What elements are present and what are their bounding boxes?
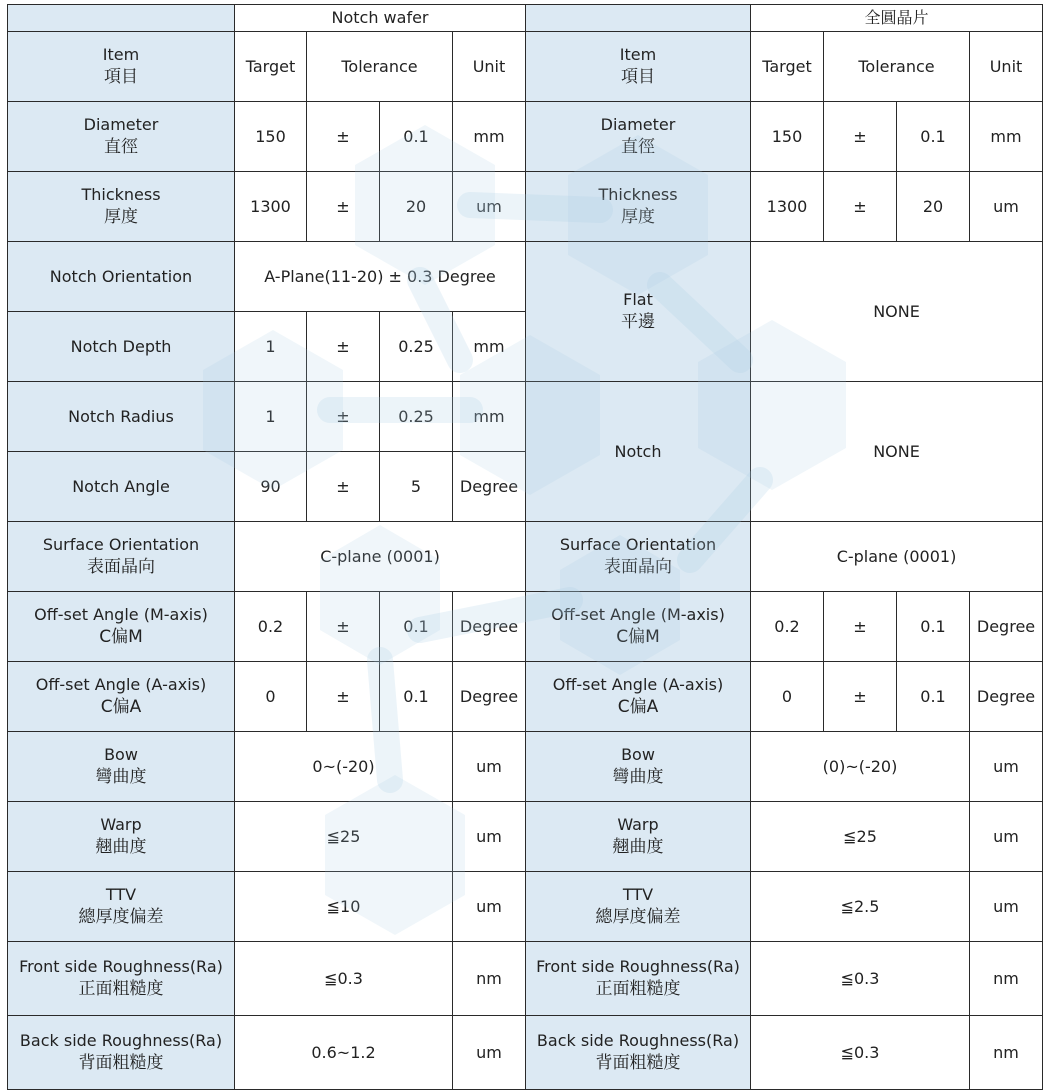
thickness-target-right: 1300: [751, 172, 824, 242]
plus-minus-sign: ±: [824, 172, 897, 242]
label-en: Bow: [104, 745, 138, 765]
back-roughness-label-right: [526, 1016, 751, 1090]
front-roughness-value-left: ≦0.3: [235, 942, 453, 1016]
label-en: Off-set Angle (A-axis): [35, 675, 207, 695]
label-zh: 表面晶向: [87, 556, 155, 577]
ttv-value-left: ≦10: [235, 872, 453, 942]
offset-a-target-left: 0: [235, 662, 307, 732]
label-zh: 翹曲度: [95, 836, 147, 857]
label-en: Off-set Angle (M-axis): [551, 605, 725, 625]
row-front-roughness: [8, 942, 1043, 1016]
label-zh: 表面晶向: [604, 556, 672, 577]
notch-label: [526, 382, 751, 522]
surface-orientation-value-left: C-plane (0001): [235, 522, 526, 592]
target-header-left: Target: [235, 32, 307, 102]
notch-angle-label: [8, 452, 235, 522]
notch-radius-unit: mm: [453, 382, 526, 452]
unit-header-left: Unit: [453, 32, 526, 102]
label-en: Diameter: [83, 115, 159, 135]
label-en: Back side Roughness(Ra): [19, 1031, 223, 1051]
offset-a-label-left: [8, 662, 235, 732]
diameter-label-right: [526, 102, 751, 172]
bow-value-right: (0)~(-20): [751, 732, 970, 802]
notch-radius-tolerance: 0.25: [380, 382, 453, 452]
label-zh: 背面粗糙度: [78, 1052, 164, 1073]
warp-label-left: [8, 802, 235, 872]
label-zh: 彎曲度: [612, 766, 664, 787]
label-zh: C偏A: [100, 696, 142, 717]
notch-angle-unit: Degree: [453, 452, 526, 522]
label-en: Off-set Angle (M-axis): [34, 605, 208, 625]
warp-value-left: ≦25: [235, 802, 453, 872]
thickness-label-left: [8, 172, 235, 242]
label-en: Warp: [617, 815, 659, 835]
row-offset-m: [8, 592, 1043, 662]
notch-orientation-value: A-Plane(11-20) ± 0.3 Degree: [235, 242, 526, 312]
ttv-label-left: [8, 872, 235, 942]
back-roughness-label-left: [8, 1016, 235, 1090]
row-warp: [8, 802, 1043, 872]
warp-unit-left: um: [453, 802, 526, 872]
label-zh: C偏M: [99, 626, 143, 647]
notch-radius-target: 1: [235, 382, 307, 452]
row-notch-orientation: [8, 242, 1043, 312]
label-zh: C偏A: [617, 696, 659, 717]
surface-orientation-value-right: C-plane (0001): [751, 522, 1043, 592]
offset-a-label-right: [526, 662, 751, 732]
ttv-label-right: [526, 872, 751, 942]
label-en: Thickness: [81, 185, 161, 205]
label-en: Diameter: [600, 115, 676, 135]
label-en: Notch Orientation: [49, 266, 193, 286]
offset-m-tolerance-left: 0.1: [380, 592, 453, 662]
notch-angle-tolerance: 5: [380, 452, 453, 522]
label-zh: 正面粗糙度: [78, 978, 164, 999]
group-header-row: [8, 5, 1043, 32]
row-notch-radius: [8, 382, 1043, 452]
bow-label-left: [8, 732, 235, 802]
item-header-zh: 項目: [621, 66, 655, 87]
back-roughness-value-left: 0.6~1.2: [235, 1016, 453, 1090]
offset-m-tolerance-right: 0.1: [897, 592, 970, 662]
plus-minus-sign: ±: [307, 312, 380, 382]
offset-a-tolerance-left: 0.1: [380, 662, 453, 732]
thickness-tolerance-left: 20: [380, 172, 453, 242]
item-header-en: Item: [102, 45, 140, 65]
label-en: Front side Roughness(Ra): [19, 957, 223, 977]
diameter-tolerance-left: 0.1: [380, 102, 453, 172]
item-header-right: [526, 32, 751, 102]
flat-value: NONE: [751, 242, 1043, 382]
label-zh: C偏M: [616, 626, 660, 647]
corner-cell-right: [526, 5, 751, 32]
thickness-tolerance-right: 20: [897, 172, 970, 242]
diameter-target-right: 150: [751, 102, 824, 172]
label-en: Surface Orientation: [559, 535, 717, 555]
offset-m-unit-left: Degree: [453, 592, 526, 662]
label-zh: 厚度: [621, 206, 655, 227]
ttv-unit-left: um: [453, 872, 526, 942]
plus-minus-sign: ±: [824, 662, 897, 732]
plus-minus-sign: ±: [307, 452, 380, 522]
offset-a-unit-left: Degree: [453, 662, 526, 732]
label-en: Notch Radius: [68, 406, 174, 426]
diameter-tolerance-right: 0.1: [897, 102, 970, 172]
flat-label: [526, 242, 751, 382]
notch-depth-target: 1: [235, 312, 307, 382]
row-thickness: [8, 172, 1043, 242]
surface-orientation-label-right: [526, 522, 751, 592]
row-offset-a: [8, 662, 1043, 732]
bow-unit-right: um: [970, 732, 1043, 802]
item-header-zh: 項目: [104, 66, 138, 87]
label-zh: 彎曲度: [95, 766, 147, 787]
warp-unit-right: um: [970, 802, 1043, 872]
offset-m-target-left: 0.2: [235, 592, 307, 662]
label-en: Thickness: [598, 185, 678, 205]
label-zh: 背面粗糙度: [595, 1052, 681, 1073]
label-en: Off-set Angle (A-axis): [552, 675, 724, 695]
offset-m-unit-right: Degree: [970, 592, 1043, 662]
back-roughness-unit-left: um: [453, 1016, 526, 1090]
bow-value-left: 0~(-20): [235, 732, 453, 802]
label-en: Notch: [614, 441, 662, 461]
label-en: Warp: [100, 815, 142, 835]
notch-depth-unit: mm: [453, 312, 526, 382]
plus-minus-sign: ±: [307, 662, 380, 732]
row-back-roughness: [8, 1016, 1043, 1090]
label-en: Flat: [623, 290, 653, 310]
back-roughness-unit-right: nm: [970, 1016, 1043, 1090]
thickness-unit-left: um: [453, 172, 526, 242]
group-header-left: Notch wafer: [235, 5, 526, 32]
column-header-row: [8, 32, 1043, 102]
plus-minus-sign: ±: [307, 102, 380, 172]
front-roughness-unit-right: nm: [970, 942, 1043, 1016]
front-roughness-label-left: [8, 942, 235, 1016]
diameter-label-left: [8, 102, 235, 172]
label-en: TTV: [105, 885, 137, 905]
notch-angle-target: 90: [235, 452, 307, 522]
label-zh: 直徑: [621, 136, 655, 157]
warp-value-right: ≦25: [751, 802, 970, 872]
thickness-target-left: 1300: [235, 172, 307, 242]
row-diameter: [8, 102, 1043, 172]
label-en: Bow: [621, 745, 655, 765]
diameter-unit-left: mm: [453, 102, 526, 172]
front-roughness-value-right: ≦0.3: [751, 942, 970, 1016]
label-en: Surface Orientation: [42, 535, 200, 555]
item-header-left: [8, 32, 235, 102]
back-roughness-value-right: ≦0.3: [751, 1016, 970, 1090]
thickness-unit-right: um: [970, 172, 1043, 242]
plus-minus-sign: ±: [307, 382, 380, 452]
item-header-en: Item: [619, 45, 657, 65]
notch-depth-tolerance: 0.25: [380, 312, 453, 382]
ttv-value-right: ≦2.5: [751, 872, 970, 942]
diameter-target-left: 150: [235, 102, 307, 172]
plus-minus-sign: ±: [824, 102, 897, 172]
offset-m-label-right: [526, 592, 751, 662]
surface-orientation-label-left: [8, 522, 235, 592]
front-roughness-unit-left: nm: [453, 942, 526, 1016]
offset-m-label-left: [8, 592, 235, 662]
unit-header-right: Unit: [970, 32, 1043, 102]
warp-label-right: [526, 802, 751, 872]
row-bow: [8, 732, 1043, 802]
row-ttv: [8, 872, 1043, 942]
notch-depth-label: [8, 312, 235, 382]
tolerance-header-right: Tolerance: [824, 32, 970, 102]
label-zh: 直徑: [104, 136, 138, 157]
bow-unit-left: um: [453, 732, 526, 802]
label-zh: 正面粗糙度: [595, 978, 681, 999]
label-zh: 總厚度偏差: [78, 906, 164, 927]
label-en: Notch Angle: [72, 476, 170, 496]
offset-a-unit-right: Degree: [970, 662, 1043, 732]
plus-minus-sign: ±: [307, 592, 380, 662]
label-en: Front side Roughness(Ra): [536, 957, 740, 977]
notch-orientation-label: [8, 242, 235, 312]
label-en: Notch Depth: [70, 336, 172, 356]
row-surface-orientation: [8, 522, 1043, 592]
plus-minus-sign: ±: [307, 172, 380, 242]
label-zh: 厚度: [104, 206, 138, 227]
front-roughness-label-right: [526, 942, 751, 1016]
corner-cell-left: [8, 5, 235, 32]
ttv-unit-right: um: [970, 872, 1043, 942]
spec-table: [7, 4, 1043, 1090]
target-header-right: Target: [751, 32, 824, 102]
label-en: TTV: [622, 885, 654, 905]
notch-value: NONE: [751, 382, 1043, 522]
offset-a-target-right: 0: [751, 662, 824, 732]
thickness-label-right: [526, 172, 751, 242]
tolerance-header-left: Tolerance: [307, 32, 453, 102]
label-en: Back side Roughness(Ra): [536, 1031, 740, 1051]
offset-a-tolerance-right: 0.1: [897, 662, 970, 732]
label-zh: 平邊: [621, 311, 655, 332]
offset-m-target-right: 0.2: [751, 592, 824, 662]
diameter-unit-right: mm: [970, 102, 1043, 172]
label-zh: 翹曲度: [612, 836, 664, 857]
bow-label-right: [526, 732, 751, 802]
plus-minus-sign: ±: [824, 592, 897, 662]
label-zh: 總厚度偏差: [595, 906, 681, 927]
notch-radius-label: [8, 382, 235, 452]
group-header-right: 全圓晶片: [751, 5, 1043, 32]
